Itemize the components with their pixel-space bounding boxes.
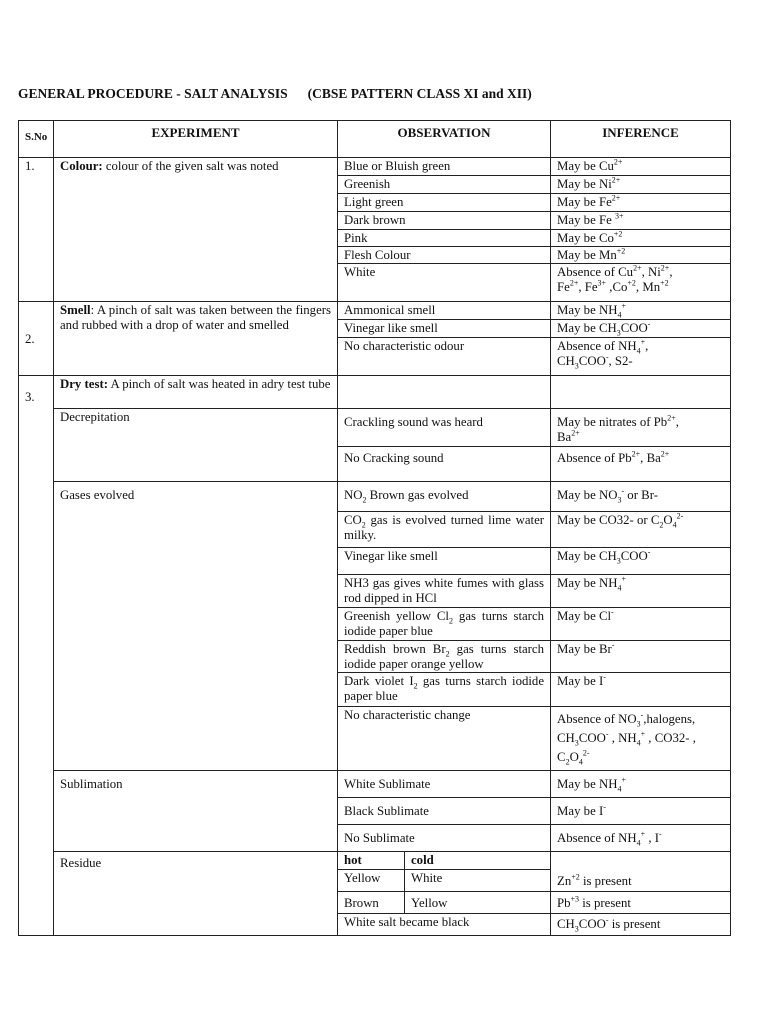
inference: May be nitrates of $Pb^{2+}$, $Ba^{2+}$ (551, 409, 731, 447)
observation: White salt became black (338, 914, 551, 936)
inference: Absence of $NO_3^-,halogens$, $CH_3COO^-$ , $NH_4^+$ , CO32- , $C_2O_4^{2-}$ (551, 707, 731, 771)
title-left: GENERAL PROCEDURE - SALT ANALYSIS (18, 86, 288, 101)
inference: $CH_3COO^-$ is present (551, 914, 731, 936)
inference: May be $NH_4^+$ (551, 771, 731, 798)
observation: No Sublimate (338, 825, 551, 852)
inference: May be I- (551, 673, 731, 707)
observation: Greenish yellow $Cl_2$ gas turns starch iodide paper blue (338, 608, 551, 641)
inference: May be $NO_3^-$ or Br- (551, 482, 731, 512)
observation: Vinegar like smell (338, 320, 551, 338)
hot-value: Yellow (338, 870, 405, 892)
dry-test-experiment: Dry test: A pinch of salt was heated in adry test tube (54, 376, 338, 409)
inference: May be Br- (551, 641, 731, 673)
gases-label: Gases evolved (54, 482, 338, 771)
smell-row (19, 302, 731, 320)
decrepitation-label: Decrepitation (54, 409, 338, 482)
sublimation-row (19, 771, 731, 798)
inference: Absence of $NH_4^+$ , I- (551, 825, 731, 852)
observation: No Cracking sound (338, 447, 551, 482)
inference: May be $Fe^{2+}$ (551, 194, 731, 212)
observation: Reddish brown $Br_2$ gas turns starch iodide paper orange yellow (338, 641, 551, 673)
header-inference: INFERENCE (551, 121, 731, 158)
inference: Absence of $NH_4^+$, $CH_3COO^-$, S2- (551, 338, 731, 376)
observation: Dark brown (338, 212, 551, 230)
header-experiment: EXPERIMENT (54, 121, 338, 158)
inference: $Pb^{+3}$ is present (551, 892, 731, 914)
salt-analysis-table (18, 120, 731, 936)
title-right: (CBSE PATTERN CLASS XI and XII) (307, 86, 532, 101)
observation: Flesh Colour (338, 247, 551, 264)
sno-2: 2. (19, 302, 54, 376)
hot-value: Brown (338, 892, 405, 914)
dry-test-row (19, 376, 731, 409)
observation: Pink (338, 230, 551, 247)
inference: May be $Mn^{+2}$ (551, 247, 731, 264)
inference: May be $CH_3COO^-$ (551, 320, 731, 338)
observation: $CO_2$ gas is evolved turned lime water milky. (338, 512, 551, 548)
colour-row (19, 158, 731, 176)
observation: Vinegar like smell (338, 548, 551, 575)
cold-header: cold (405, 852, 551, 870)
observation: Blue or Bluish green (338, 158, 551, 176)
observation: No characteristic change (338, 707, 551, 771)
inference: Absence of $Cu^{2+}$, $Ni^{2+}$, $Fe^{2+}$, $Fe^{3+}$ $,Co^{+2}$, $Mn^{+2}$ (551, 264, 731, 302)
observation: Ammonical smell (338, 302, 551, 320)
inference: May be Fe $^{3+}$ (551, 212, 731, 230)
observation: $NO_2$ Brown gas evolved (338, 482, 551, 512)
smell-experiment: Smell: A pinch of salt was taken between the fingers and rubbed with a drop of water and smelled (54, 302, 338, 376)
inference: Absence of $Pb^{2+}$, $Ba^{2+}$ (551, 447, 731, 482)
header-observation: OBSERVATION (338, 121, 551, 158)
inference: May be $NH_4^+$ (551, 575, 731, 608)
inference: May be $NH_4^+$ (551, 302, 731, 320)
observation: White Sublimate (338, 771, 551, 798)
cold-value: Yellow (405, 892, 551, 914)
observation: Greenish (338, 176, 551, 194)
observation: Black Sublimate (338, 798, 551, 825)
decrepitation-row (19, 409, 731, 447)
inference: $Zn^{+2}$ is present (551, 852, 731, 892)
cold-value: White (405, 870, 551, 892)
colour-experiment: Colour: colour of the given salt was noted (54, 158, 338, 302)
observation: Dark violet $I_2$ gas turns starch iodide paper blue (338, 673, 551, 707)
page-title (18, 86, 532, 102)
observation: Crackling sound was heard (338, 409, 551, 447)
sno-3: 3. (19, 376, 54, 936)
observation: Light green (338, 194, 551, 212)
observation: No characteristic odour (338, 338, 551, 376)
residue-row (19, 852, 731, 870)
observation: NH3 gas gives white fumes with glass rod dipped in HCl (338, 575, 551, 608)
residue-label: Residue (54, 852, 338, 936)
hot-header: hot (338, 852, 405, 870)
inference: May be CO32- or $C_2O_4^{2-}$ (551, 512, 731, 548)
inference: May be $Cu^{2+}$ (551, 158, 731, 176)
inference: May be $Co^{+2}$ (551, 230, 731, 247)
inference: May be $CH_3COO^-$ (551, 548, 731, 575)
header-sno: S.No (19, 121, 54, 158)
observation: White (338, 264, 551, 302)
gas-row (19, 482, 731, 512)
sublimation-label: Sublimation (54, 771, 338, 852)
inference: May be I- (551, 798, 731, 825)
inference: May be $Ni^{2+}$ (551, 176, 731, 194)
sno-1: 1. (19, 158, 54, 302)
inference: May be Cl- (551, 608, 731, 641)
header-row (19, 121, 731, 158)
